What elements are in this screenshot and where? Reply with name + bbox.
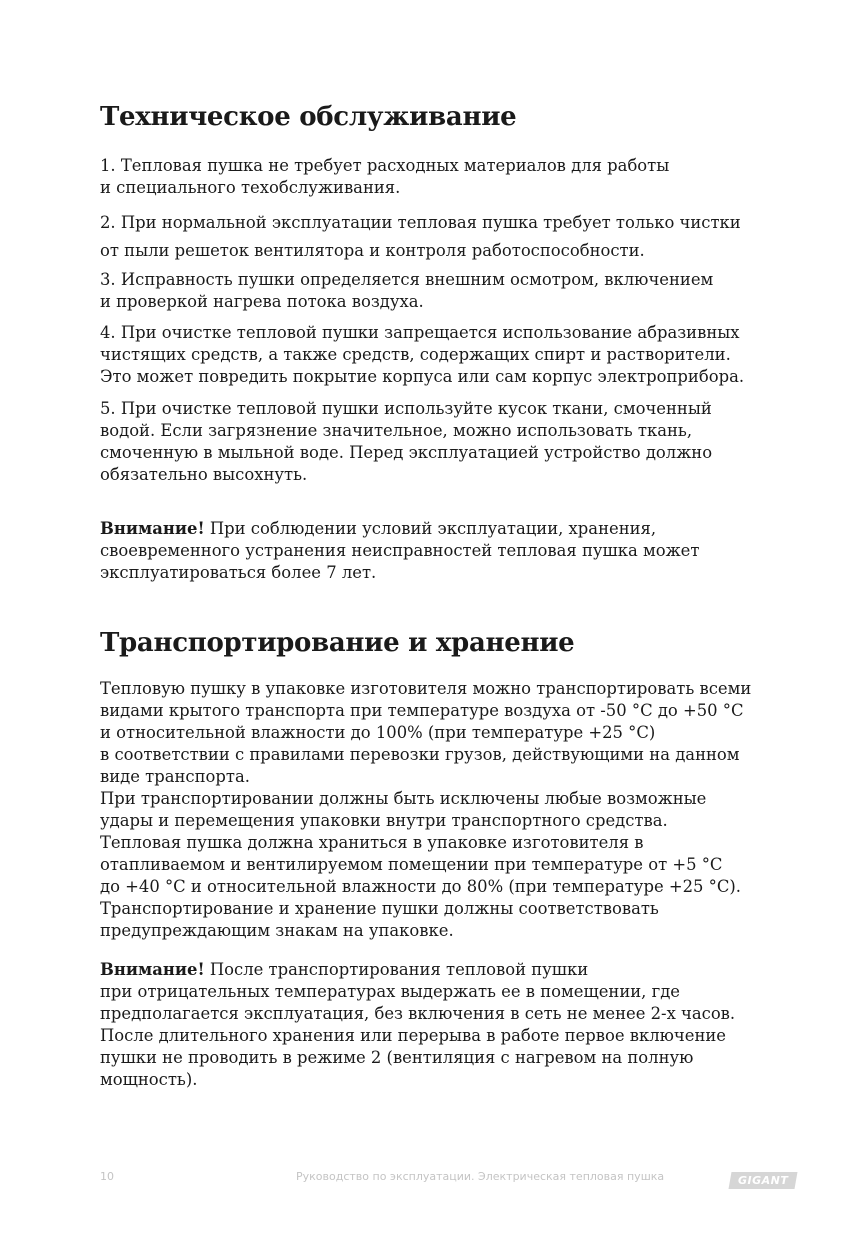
text-line: и проверкой нагрева потока воздуха. (100, 292, 424, 311)
text-line: Это может повредить покрытие корпуса или сам корпус электроприбора. (100, 367, 745, 386)
text-line: пушки не проводить в режиме 2 (вентиляция с нагревом на полную (100, 1048, 694, 1067)
text-line: Тепловая пушка должна храниться в упаковке изготовителя в (100, 833, 644, 852)
section-title-transport-storage: Транспортирование и хранение (100, 628, 575, 658)
text-line: при отрицательных температурах выдержать ее в помещении, где (100, 982, 680, 1001)
warning-text: При соблюдении условий эксплуатации, хранения, (204, 519, 657, 538)
maintenance-warning (100, 518, 820, 584)
footer-caption: Руководство по эксплуатации. Электрическая тепловая пушка (296, 1170, 665, 1183)
text-line: чистящих средств, а также средств, содержащих спирт и растворители. (100, 345, 731, 364)
text-line: водой. Если загрязнение значительное, можно использовать ткань, (100, 421, 693, 440)
text-line: 2. При нормальной эксплуатации тепловая пушка требует только чистки (100, 213, 741, 232)
section-title-maintenance: Техническое обслуживание (100, 102, 517, 132)
text-line: и относительной влажности до 100% (при температуре +25 °С) (100, 723, 656, 742)
text-line: мощность). (100, 1070, 198, 1089)
text-line: После длительного хранения или перерыва в работе первое включение (100, 1026, 726, 1045)
text-line: обязательно высохнуть. (100, 465, 308, 484)
text-line: предполагается эксплуатация, без включения в сеть не менее 2-х часов. (100, 1004, 736, 1023)
transport-warning (100, 959, 820, 1091)
text-line: При транспортировании должны быть исключены любые возможные (100, 789, 707, 808)
text-line: 4. При очистке тепловой пушки запрещается использование абразивных (100, 323, 740, 342)
text-line (100, 518, 820, 540)
warning-text: После транспортирования тепловой пушки (204, 960, 589, 979)
text-line: отапливаемом и вентилируемом помещении при температуре от +5 °С (100, 855, 723, 874)
text-line: видами крытого транспорта при температуре воздуха от -50 °С до +50 °С (100, 701, 744, 720)
text-line: эксплуатироваться более 7 лет. (100, 563, 377, 582)
text-line: 1. Тепловая пушка не требует расходных материалов для работы (100, 156, 670, 175)
transport-storage-body (100, 678, 820, 942)
brand-logo-text: GIGANT (737, 1174, 789, 1187)
brand-logo (729, 1172, 798, 1189)
text-line: в соответствии с правилами перевозки грузов, действующими на данном (100, 745, 740, 764)
text-line: смоченную в мыльной воде. Перед эксплуатацией устройство должно (100, 443, 713, 462)
text-line (100, 959, 820, 981)
maintenance-item-3 (100, 269, 820, 313)
maintenance-item-2 (100, 209, 820, 265)
text-line: удары и перемещения упаковки внутри транспортного средства. (100, 811, 668, 830)
text-line: от пыли решеток вентилятора и контроля работоспособности. (100, 241, 645, 260)
text-line: и специального техобслуживания. (100, 178, 401, 197)
text-line: предупреждающим знакам на упаковке. (100, 921, 454, 940)
page-number: 10 (100, 1170, 114, 1183)
text-line: своевременного устранения неисправностей тепловая пушка может (100, 541, 700, 560)
text-line: Транспортирование и хранение пушки должны соответствовать (100, 899, 659, 918)
text-line: 5. При очистке тепловой пушки используйте кусок ткани, смоченный (100, 399, 712, 418)
warning-label: Внимание! (100, 960, 205, 979)
maintenance-item-5 (100, 398, 820, 486)
maintenance-item-4 (100, 322, 820, 388)
warning-label: Внимание! (100, 519, 205, 538)
text-line: 3. Исправность пушки определяется внешним осмотром, включением (100, 270, 714, 289)
text-line: до +40 °С и относительной влажности до 80% (при температуре +25 °С). (100, 877, 741, 896)
text-line: виде транспорта. (100, 767, 250, 786)
maintenance-item-1 (100, 155, 820, 199)
text-line: Тепловую пушку в упаковке изготовителя можно транспортировать всеми (100, 679, 752, 698)
